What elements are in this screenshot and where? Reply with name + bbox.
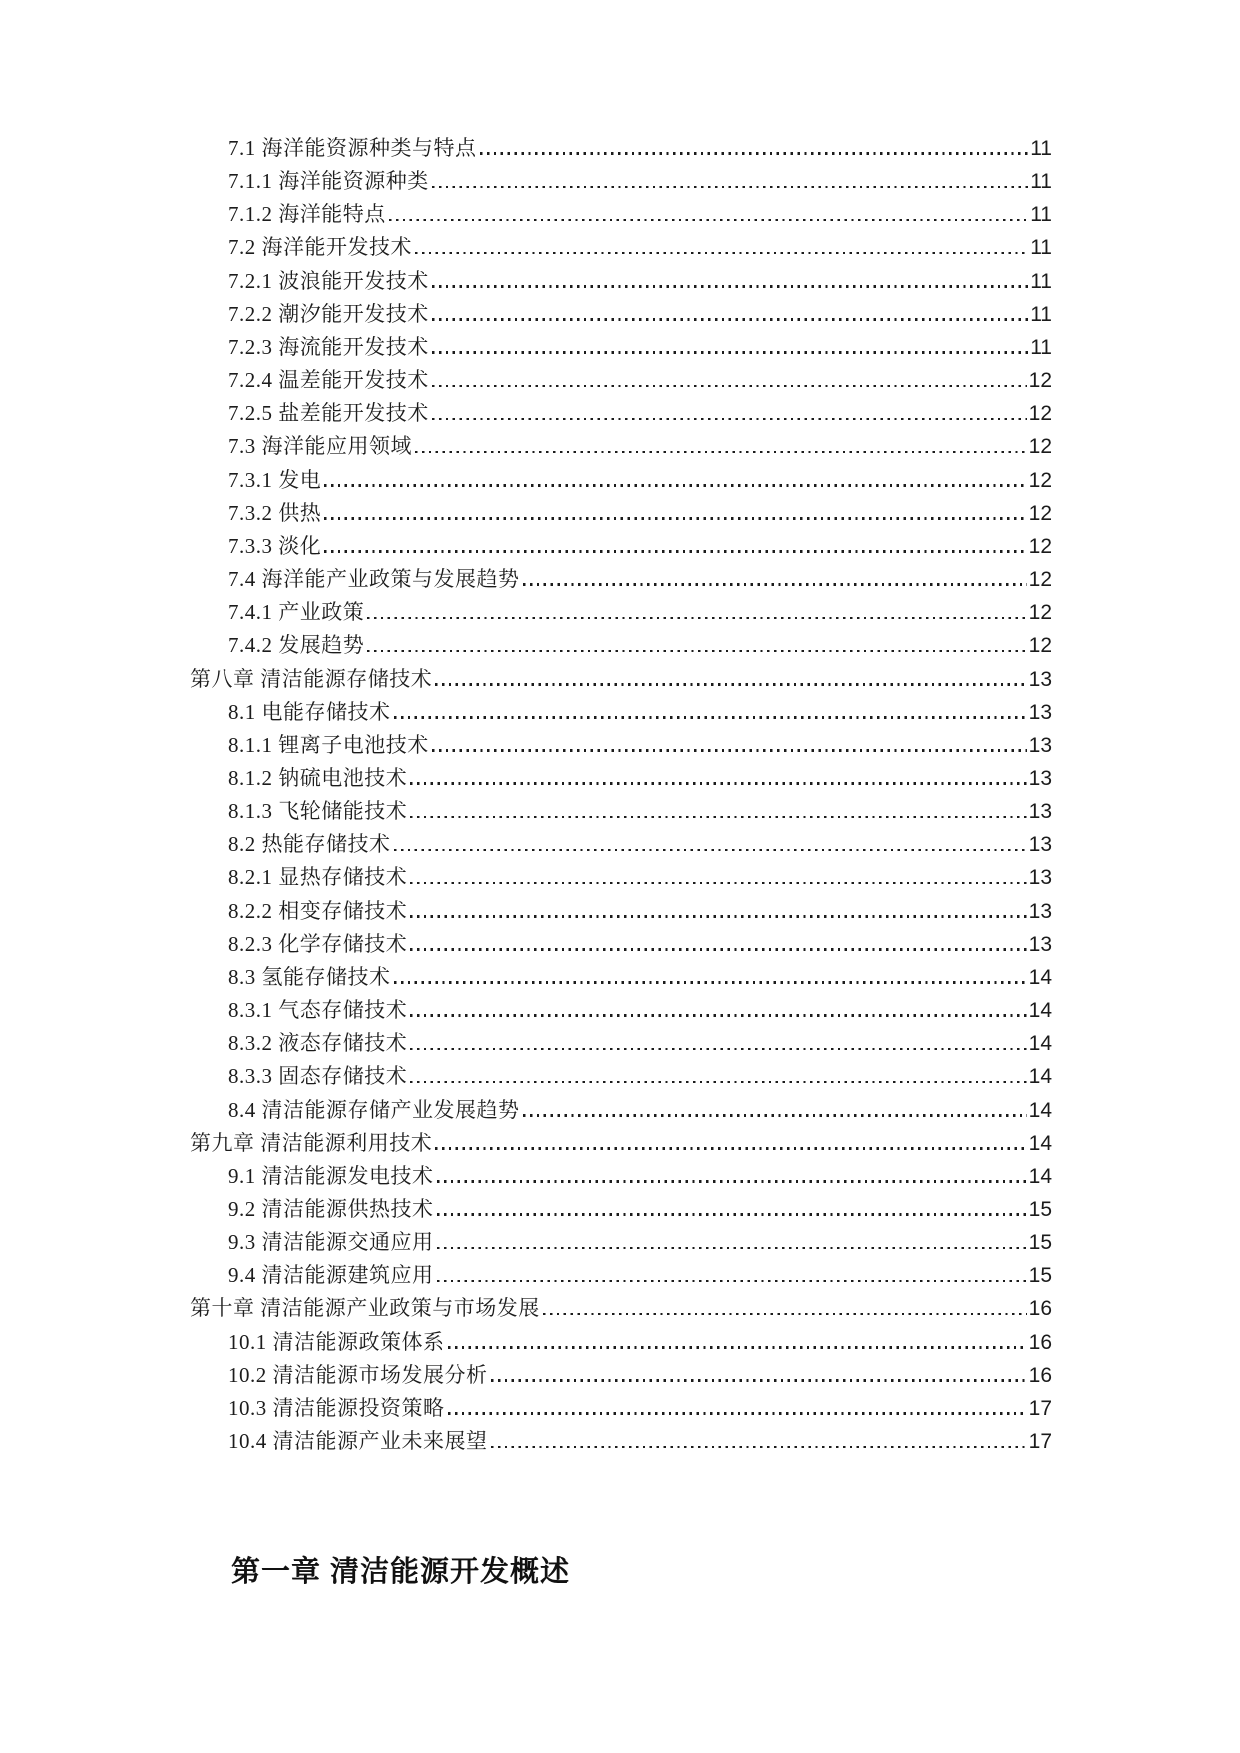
toc-row[interactable] <box>190 762 1052 795</box>
toc-page-number: 16 <box>1028 1330 1052 1354</box>
toc-entry-label: 7.1.2 海洋能特点 <box>228 202 386 227</box>
toc-page-number: 14 <box>1028 1098 1052 1122</box>
toc-page-number: 15 <box>1028 1231 1052 1255</box>
toc-entry-label: 7.2.4 温差能开发技术 <box>228 368 429 393</box>
toc-row[interactable] <box>190 464 1052 497</box>
toc-entry-label: 9.2 清洁能源供热技术 <box>228 1197 434 1221</box>
toc-dot-leader <box>437 1213 1027 1216</box>
toc-row[interactable] <box>190 928 1052 961</box>
toc-page-number: 12 <box>1028 435 1052 459</box>
toc-dot-leader <box>432 351 1028 354</box>
toc-row[interactable] <box>190 364 1052 397</box>
toc-entry-label: 8.4 清洁能源存储产业发展趋势 <box>228 1097 520 1122</box>
toc-row[interactable] <box>190 729 1052 762</box>
toc-page-number: 14 <box>1028 965 1052 989</box>
toc-page-number: 12 <box>1028 534 1052 558</box>
toc-row[interactable] <box>190 961 1052 994</box>
toc-dot-leader <box>324 550 1026 553</box>
toc-page-number: 12 <box>1028 468 1052 492</box>
toc-dot-leader <box>432 318 1028 321</box>
toc-page-number: 11 <box>1030 302 1052 326</box>
toc-page-number: 13 <box>1028 733 1052 757</box>
table-of-contents <box>190 132 1052 1458</box>
toc-dot-leader <box>523 583 1027 586</box>
toc-page-number: 11 <box>1030 236 1052 260</box>
toc-dot-leader <box>410 948 1026 951</box>
toc-dot-leader <box>389 219 1028 222</box>
toc-row[interactable] <box>190 132 1052 165</box>
toc-row[interactable] <box>190 231 1052 264</box>
toc-entry-label: 7.4.1 产业政策 <box>228 600 365 625</box>
toc-dot-leader <box>410 1014 1026 1017</box>
toc-page-number: 11 <box>1030 269 1052 293</box>
toc-page-number: 13 <box>1028 800 1052 824</box>
toc-dot-leader <box>410 915 1026 918</box>
toc-page-number: 12 <box>1028 501 1052 525</box>
toc-row[interactable] <box>190 828 1052 861</box>
toc-dot-leader <box>394 981 1027 984</box>
toc-row[interactable] <box>190 696 1052 729</box>
toc-dot-leader <box>394 849 1027 852</box>
toc-entry-label: 10.3 清洁能源投资策略 <box>228 1395 445 1420</box>
toc-page-number: 12 <box>1028 634 1052 658</box>
toc-row[interactable] <box>190 1392 1052 1425</box>
toc-entry-label: 7.2.2 潮汐能开发技术 <box>228 301 429 326</box>
toc-row[interactable] <box>190 861 1052 894</box>
toc-row[interactable] <box>190 1259 1052 1292</box>
toc-page-number: 14 <box>1028 1065 1052 1089</box>
toc-entry-label: 7.1.1 海洋能资源种类 <box>228 169 429 194</box>
toc-page-number: 13 <box>1028 700 1052 724</box>
toc-entry-label: 7.2.5 盐差能开发技术 <box>228 401 429 426</box>
toc-entry-label: 7.3.2 供热 <box>228 500 322 525</box>
toc-row[interactable] <box>190 331 1052 364</box>
toc-dot-leader <box>432 385 1027 388</box>
toc-row[interactable] <box>190 994 1052 1027</box>
toc-entry-label: 8.2 热能存储技术 <box>228 832 391 857</box>
toc-dot-leader <box>410 782 1026 785</box>
toc-dot-leader <box>491 1379 1027 1382</box>
toc-row[interactable] <box>190 298 1052 331</box>
toc-page-number: 17 <box>1028 1396 1052 1420</box>
toc-row[interactable] <box>190 895 1052 928</box>
toc-dot-leader <box>410 1081 1026 1084</box>
toc-page-number: 13 <box>1028 766 1052 790</box>
toc-dot-leader <box>324 517 1026 520</box>
toc-entry-label: 10.4 清洁能源产业未来展望 <box>228 1429 488 1454</box>
toc-dot-leader <box>437 1180 1027 1183</box>
toc-row[interactable] <box>190 198 1052 231</box>
toc-entry-label: 10.2 清洁能源市场发展分析 <box>228 1362 488 1387</box>
toc-dot-leader <box>432 749 1027 752</box>
toc-dot-leader <box>543 1313 1027 1316</box>
toc-page-number: 13 <box>1028 932 1052 956</box>
toc-page-number: 12 <box>1028 568 1052 592</box>
toc-row[interactable] <box>190 1326 1052 1359</box>
toc-entry-label: 8.3.3 固态存储技术 <box>228 1064 408 1089</box>
toc-entry-label: 7.3.3 淡化 <box>228 533 322 558</box>
toc-dot-leader <box>448 1412 1027 1415</box>
toc-page-number: 11 <box>1030 137 1052 160</box>
toc-entry-label: 8.2.2 相变存储技术 <box>228 898 408 923</box>
toc-dot-leader <box>415 252 1028 255</box>
chapter-one-heading: 第一章 清洁能源开发概述 <box>231 1556 571 1588</box>
toc-dot-leader <box>367 650 1026 653</box>
toc-dot-leader <box>448 1346 1027 1349</box>
toc-row[interactable] <box>190 1359 1052 1392</box>
toc-entry-label: 7.3 海洋能应用领域 <box>228 434 412 459</box>
toc-page-number: 12 <box>1028 601 1052 625</box>
toc-entry-label: 8.1.2 钠硫电池技术 <box>228 765 408 790</box>
toc-row[interactable] <box>190 1193 1052 1226</box>
toc-entry-label: 7.1 海洋能资源种类与特点 <box>228 136 477 160</box>
toc-entry-label: 7.3.1 发电 <box>228 467 322 492</box>
toc-dot-leader <box>432 418 1027 421</box>
toc-entry-label: 8.3.1 气态存储技术 <box>228 998 408 1023</box>
toc-entry-label: 8.1 电能存储技术 <box>228 699 391 724</box>
toc-dot-leader <box>394 716 1027 719</box>
toc-dot-leader <box>480 152 1029 155</box>
toc-row[interactable] <box>190 1027 1052 1060</box>
toc-row[interactable] <box>190 1127 1052 1160</box>
toc-page-number: 11 <box>1030 203 1052 227</box>
toc-page-number: 13 <box>1028 833 1052 857</box>
toc-entry-label: 第十章 清洁能源产业政策与市场发展 <box>190 1296 540 1321</box>
toc-dot-leader <box>491 1446 1027 1449</box>
toc-entry-label: 8.3 氢能存储技术 <box>228 964 391 989</box>
toc-entry-label: 7.4.2 发展趋势 <box>228 633 365 658</box>
toc-entry-label: 9.4 清洁能源建筑应用 <box>228 1263 434 1288</box>
toc-page-number: 17 <box>1028 1430 1052 1454</box>
toc-dot-leader <box>410 1048 1026 1051</box>
toc-entry-label: 7.2 海洋能开发技术 <box>228 235 412 260</box>
toc-entry-label: 10.1 清洁能源政策体系 <box>228 1329 445 1354</box>
toc-entry-label: 第九章 清洁能源利用技术 <box>190 1130 433 1155</box>
toc-entry-label: 9.3 清洁能源交通应用 <box>228 1230 434 1255</box>
toc-page-number: 15 <box>1028 1198 1052 1221</box>
toc-row[interactable] <box>190 265 1052 298</box>
toc-page-number: 15 <box>1028 1264 1052 1288</box>
toc-row[interactable] <box>190 1425 1052 1458</box>
toc-page-number: 14 <box>1028 1032 1052 1056</box>
toc-dot-leader <box>437 1280 1027 1283</box>
toc-dot-leader <box>435 683 1026 686</box>
toc-entry-label: 8.1.1 锂离子电池技术 <box>228 732 429 757</box>
toc-dot-leader <box>432 285 1028 288</box>
toc-row[interactable] <box>190 1060 1052 1093</box>
toc-page-number: 14 <box>1028 1164 1052 1188</box>
toc-dot-leader <box>410 816 1026 819</box>
toc-row[interactable] <box>190 795 1052 828</box>
toc-page-number: 13 <box>1028 667 1052 691</box>
toc-entry-label: 7.2.3 海流能开发技术 <box>228 334 429 359</box>
toc-entry-label: 8.2.1 显热存储技术 <box>228 865 408 890</box>
toc-entry-label: 8.2.3 化学存储技术 <box>228 931 408 956</box>
toc-entry-label: 第八章 清洁能源存储技术 <box>190 666 433 691</box>
toc-dot-leader <box>410 882 1026 885</box>
toc-row[interactable] <box>190 629 1052 662</box>
toc-dot-leader <box>437 1247 1027 1250</box>
toc-entry-label: 9.1 清洁能源发电技术 <box>228 1163 434 1188</box>
toc-row[interactable] <box>190 596 1052 629</box>
toc-page-number: 16 <box>1028 1363 1052 1387</box>
toc-page-number: 12 <box>1028 369 1052 393</box>
toc-entry-label: 8.3.2 液态存储技术 <box>228 1031 408 1056</box>
toc-entry-label: 7.2.1 波浪能开发技术 <box>228 268 429 293</box>
toc-row[interactable] <box>190 497 1052 530</box>
toc-row[interactable] <box>190 430 1052 463</box>
toc-row[interactable] <box>190 530 1052 563</box>
toc-row[interactable] <box>190 1292 1052 1325</box>
toc-dot-leader <box>367 617 1026 620</box>
toc-entry-label: 7.4 海洋能产业政策与发展趋势 <box>228 567 520 592</box>
toc-page-number: 16 <box>1028 1297 1052 1321</box>
toc-dot-leader <box>432 186 1028 189</box>
toc-entry-label: 8.1.3 飞轮储能技术 <box>228 799 408 824</box>
toc-dot-leader <box>324 484 1026 487</box>
toc-row[interactable] <box>190 1160 1052 1193</box>
toc-page-number: 12 <box>1028 402 1052 426</box>
toc-page-number: 14 <box>1028 1131 1052 1155</box>
toc-row[interactable] <box>190 663 1052 696</box>
toc-dot-leader <box>415 451 1027 454</box>
toc-page-number: 11 <box>1030 170 1052 194</box>
toc-page-number: 13 <box>1028 899 1052 923</box>
toc-row[interactable] <box>190 1226 1052 1259</box>
toc-dot-leader <box>523 1114 1027 1117</box>
toc-page-number: 11 <box>1030 335 1052 359</box>
toc-page-number: 14 <box>1028 999 1052 1023</box>
toc-dot-leader <box>435 1147 1026 1150</box>
toc-row[interactable] <box>190 563 1052 596</box>
toc-page-number: 13 <box>1028 866 1052 890</box>
toc-row[interactable] <box>190 165 1052 198</box>
toc-row[interactable] <box>190 1094 1052 1127</box>
toc-row[interactable] <box>190 397 1052 430</box>
